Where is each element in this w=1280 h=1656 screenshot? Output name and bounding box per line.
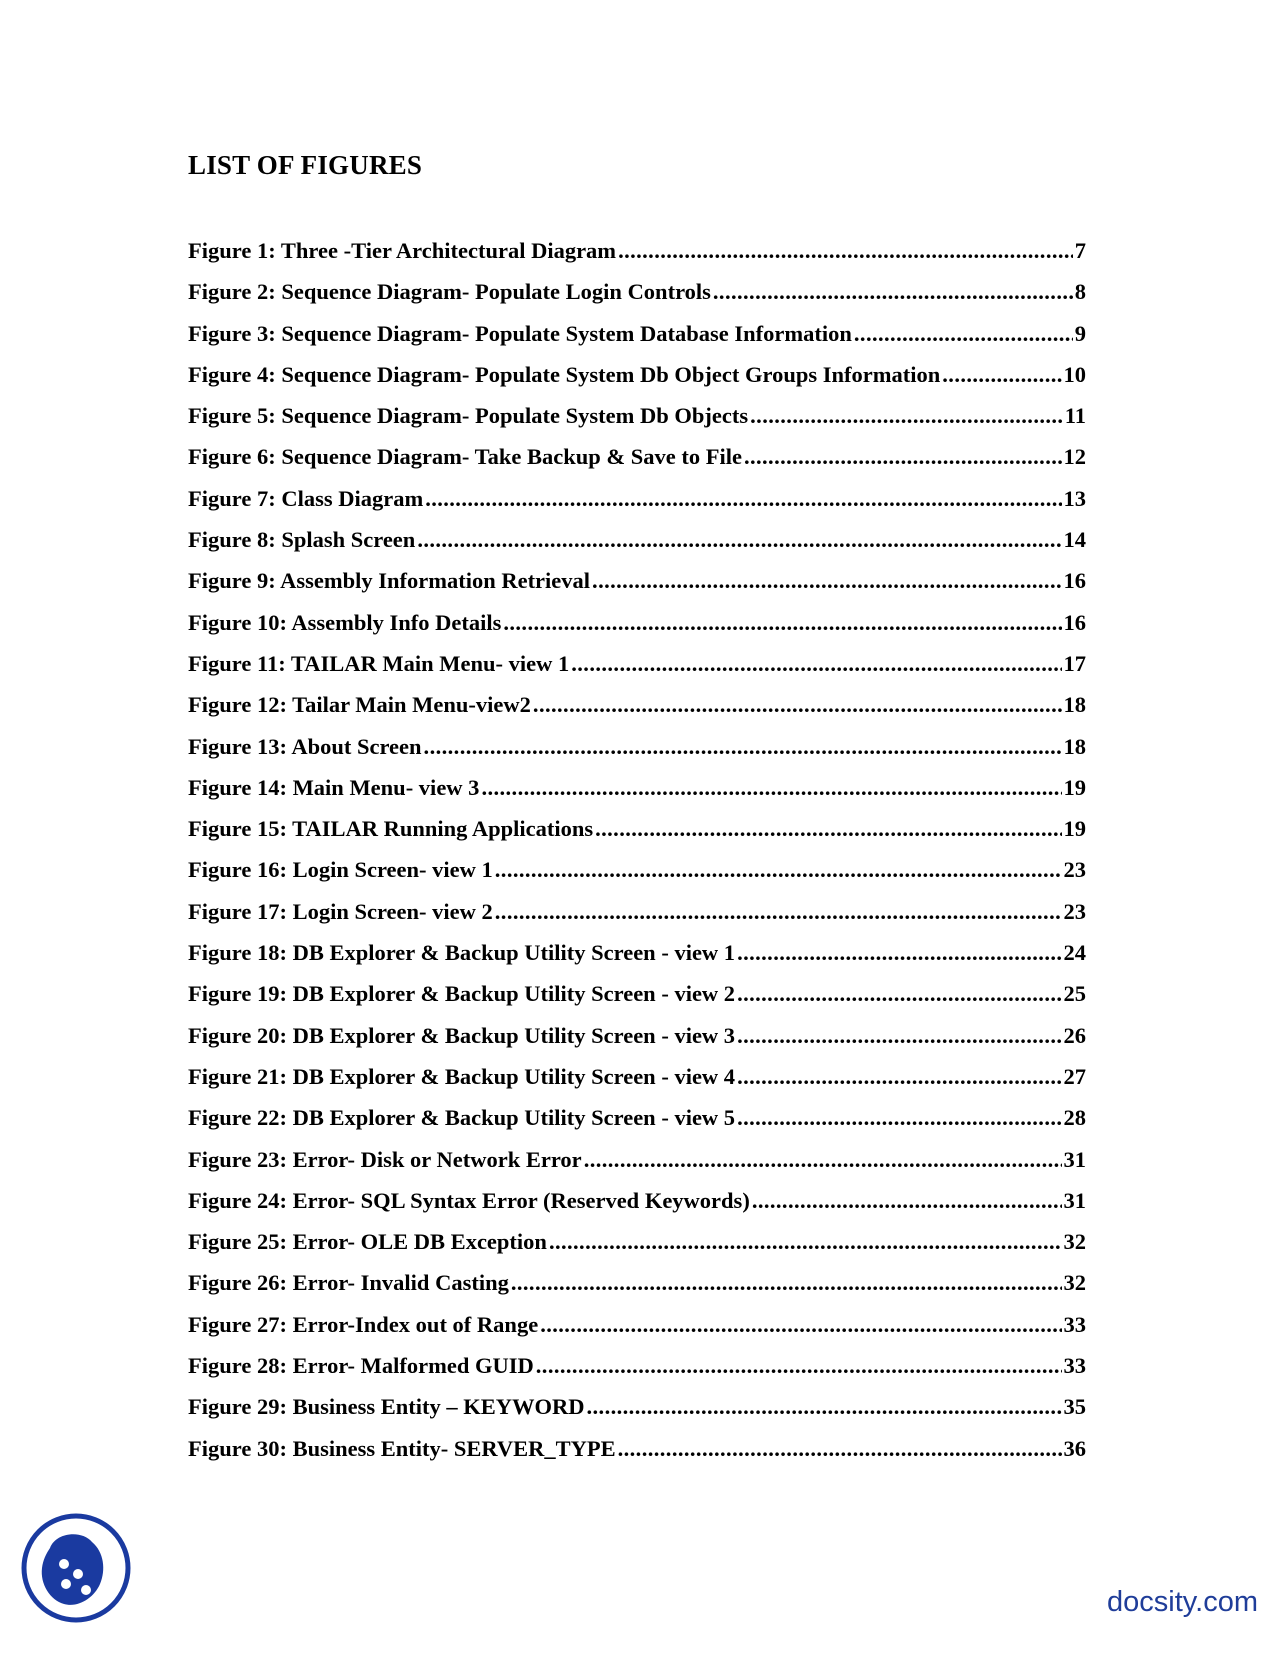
toc-entry[interactable] xyxy=(188,1064,1086,1105)
toc-entry-page: 26 xyxy=(1063,1022,1086,1048)
toc-entry[interactable] xyxy=(188,816,1086,857)
toc-dot-leader xyxy=(737,1023,1061,1049)
toc-dot-leader xyxy=(503,610,1061,636)
toc-entry[interactable] xyxy=(188,1023,1086,1064)
toc-entry[interactable] xyxy=(188,403,1086,444)
footer-brand[interactable]: docsity.com xyxy=(1107,1586,1258,1618)
toc-entry[interactable] xyxy=(188,734,1086,775)
toc-entry-label: Figure 25: Error- OLE DB Exception xyxy=(188,1229,547,1255)
toc-entry-label: Figure 21: DB Explorer & Backup Utility Screen - view 4 xyxy=(188,1063,736,1089)
toc-entry[interactable] xyxy=(188,1312,1086,1353)
toc-entry-page: 19 xyxy=(1063,774,1086,800)
toc-entry-label: Figure 29: Business Entity – KEYWORD xyxy=(188,1394,585,1420)
toc-entry[interactable] xyxy=(188,1436,1086,1477)
toc-entry-page: 32 xyxy=(1063,1229,1086,1255)
toc-dot-leader xyxy=(495,899,1062,925)
toc-entry[interactable] xyxy=(188,1229,1086,1270)
toc-entry-label: Figure 6: Sequence Diagram- Take Backup & Save to File xyxy=(188,444,742,470)
toc-dot-leader xyxy=(750,403,1063,429)
toc-entry[interactable] xyxy=(188,1147,1086,1188)
toc-entry-label: Figure 15: TAILAR Running Applications xyxy=(188,816,594,842)
toc-dot-leader xyxy=(592,568,1061,594)
toc-dot-leader xyxy=(744,444,1062,470)
toc-dot-leader xyxy=(511,1270,1062,1296)
page-title: LIST OF FIGURES xyxy=(188,150,423,180)
toc-entry[interactable] xyxy=(188,940,1086,981)
toc-entry-label: Figure 12: Tailar Main Menu-view2 xyxy=(188,692,531,718)
toc-entry-page: 32 xyxy=(1063,1270,1086,1296)
toc-entry-page: 9 xyxy=(1074,320,1086,346)
toc-entry-label: Figure 3: Sequence Diagram- Populate System Database Information xyxy=(188,320,852,346)
toc-entry-label: Figure 11: TAILAR Main Menu- view 1 xyxy=(188,650,570,676)
toc-entry-page: 18 xyxy=(1063,692,1086,718)
toc-entry-label: Figure 22: DB Explorer & Backup Utility Screen - view 5 xyxy=(188,1105,736,1131)
toc-entry-page: 31 xyxy=(1063,1146,1086,1172)
toc-entry[interactable] xyxy=(188,238,1086,279)
toc-dot-leader xyxy=(540,1312,1061,1338)
toc-entry-label: Figure 7: Class Diagram xyxy=(188,485,424,511)
figure-list xyxy=(188,238,1086,1477)
toc-dot-leader xyxy=(549,1229,1062,1255)
toc-entry-page: 16 xyxy=(1063,609,1086,635)
toc-entry-page: 23 xyxy=(1063,857,1086,883)
toc-entry[interactable] xyxy=(188,1394,1086,1435)
toc-entry-page: 31 xyxy=(1063,1187,1086,1213)
toc-entry-page: 23 xyxy=(1063,898,1086,924)
toc-dot-leader xyxy=(737,940,1061,966)
toc-dot-leader xyxy=(737,1105,1061,1131)
toc-dot-leader xyxy=(942,362,1061,388)
toc-entry[interactable] xyxy=(188,321,1086,362)
toc-entry-label: Figure 18: DB Explorer & Backup Utility Screen - view 1 xyxy=(188,940,736,966)
toc-entry-label: Figure 5: Sequence Diagram- Populate System Db Objects xyxy=(188,403,749,429)
toc-entry[interactable] xyxy=(188,1105,1086,1146)
toc-entry-label: Figure 26: Error- Invalid Casting xyxy=(188,1270,509,1296)
toc-entry-page: 28 xyxy=(1063,1105,1086,1131)
toc-entry-page: 19 xyxy=(1063,816,1086,842)
toc-entry-label: Figure 28: Error- Malformed GUID xyxy=(188,1353,534,1379)
toc-dot-leader xyxy=(536,1353,1062,1379)
toc-entry-label: Figure 8: Splash Screen xyxy=(188,527,416,553)
toc-entry-page: 16 xyxy=(1063,568,1086,594)
toc-entry-page: 35 xyxy=(1063,1394,1086,1420)
toc-dot-leader xyxy=(424,734,1062,760)
docsity-logo-icon xyxy=(20,1512,132,1624)
toc-dot-leader xyxy=(533,692,1062,718)
toc-entry-page: 33 xyxy=(1063,1311,1086,1337)
toc-entry-label: Figure 14: Main Menu- view 3 xyxy=(188,774,480,800)
toc-entry-label: Figure 17: Login Screen- view 2 xyxy=(188,898,493,924)
toc-entry-page: 36 xyxy=(1063,1435,1086,1461)
toc-entry-page: 7 xyxy=(1074,238,1086,263)
toc-entry[interactable] xyxy=(188,610,1086,651)
toc-dot-leader xyxy=(571,651,1061,677)
toc-dot-leader xyxy=(587,1394,1062,1420)
toc-dot-leader xyxy=(584,1147,1062,1173)
toc-entry-label: Figure 16: Login Screen- view 1 xyxy=(188,857,493,883)
toc-entry-page: 24 xyxy=(1063,940,1086,966)
toc-entry[interactable] xyxy=(188,486,1086,527)
toc-entry-label: Figure 2: Sequence Diagram- Populate Login Controls xyxy=(188,279,711,305)
toc-dot-leader xyxy=(618,238,1073,264)
toc-entry[interactable] xyxy=(188,1188,1086,1229)
toc-entry[interactable] xyxy=(188,981,1086,1022)
toc-dot-leader xyxy=(618,1436,1062,1462)
toc-dot-leader xyxy=(425,486,1061,512)
toc-entry-page: 11 xyxy=(1064,403,1086,429)
toc-entry[interactable] xyxy=(188,279,1086,320)
toc-dot-leader xyxy=(737,981,1061,1007)
toc-entry-page: 17 xyxy=(1063,650,1086,676)
toc-entry-label: Figure 27: Error-Index out of Range xyxy=(188,1311,539,1337)
toc-entry-label: Figure 4: Sequence Diagram- Populate System Db Object Groups Information xyxy=(188,361,941,387)
toc-entry-page: 33 xyxy=(1063,1353,1086,1379)
toc-entry-label: Figure 9: Assembly Information Retrieval xyxy=(188,568,591,594)
toc-entry[interactable] xyxy=(188,775,1086,816)
toc-dot-leader xyxy=(417,527,1061,553)
toc-entry[interactable] xyxy=(188,362,1086,403)
toc-entry-page: 27 xyxy=(1063,1063,1086,1089)
toc-dot-leader xyxy=(713,279,1073,305)
toc-entry-page: 10 xyxy=(1063,361,1086,387)
toc-entry-label: Figure 23: Error- Disk or Network Error xyxy=(188,1146,582,1172)
toc-entry-label: Figure 10: Assembly Info Details xyxy=(188,609,502,635)
toc-entry[interactable] xyxy=(188,651,1086,692)
toc-entry-label: Figure 13: About Screen xyxy=(188,733,422,759)
toc-entry-label: Figure 19: DB Explorer & Backup Utility Screen - view 2 xyxy=(188,981,736,1007)
toc-dot-leader xyxy=(595,816,1061,842)
toc-entry[interactable] xyxy=(188,444,1086,485)
toc-entry[interactable] xyxy=(188,857,1086,898)
toc-entry[interactable] xyxy=(188,1270,1086,1311)
toc-entry[interactable] xyxy=(188,1353,1086,1394)
toc-entry-page: 13 xyxy=(1063,485,1086,511)
toc-entry-page: 8 xyxy=(1074,279,1086,305)
toc-entry-label: Figure 24: Error- SQL Syntax Error (Reserved Keywords) xyxy=(188,1187,750,1213)
toc-entry-label: Figure 30: Business Entity- SERVER_TYPE xyxy=(188,1435,616,1461)
toc-entry-page: 14 xyxy=(1063,527,1086,553)
toc-entry[interactable] xyxy=(188,692,1086,733)
toc-entry[interactable] xyxy=(188,568,1086,609)
toc-dot-leader xyxy=(495,857,1062,883)
toc-dot-leader xyxy=(752,1188,1062,1214)
toc-entry-label: Figure 1: Three -Tier Architectural Diagram xyxy=(188,238,617,263)
toc-dot-leader xyxy=(481,775,1061,801)
toc-dot-leader xyxy=(854,321,1073,347)
toc-entry-page: 12 xyxy=(1063,444,1086,470)
toc-entry-page: 18 xyxy=(1063,733,1086,759)
toc-entry-page: 25 xyxy=(1063,981,1086,1007)
toc-dot-leader xyxy=(737,1064,1061,1090)
toc-entry[interactable] xyxy=(188,899,1086,940)
toc-entry-label: Figure 20: DB Explorer & Backup Utility Screen - view 3 xyxy=(188,1022,736,1048)
toc-entry[interactable] xyxy=(188,527,1086,568)
